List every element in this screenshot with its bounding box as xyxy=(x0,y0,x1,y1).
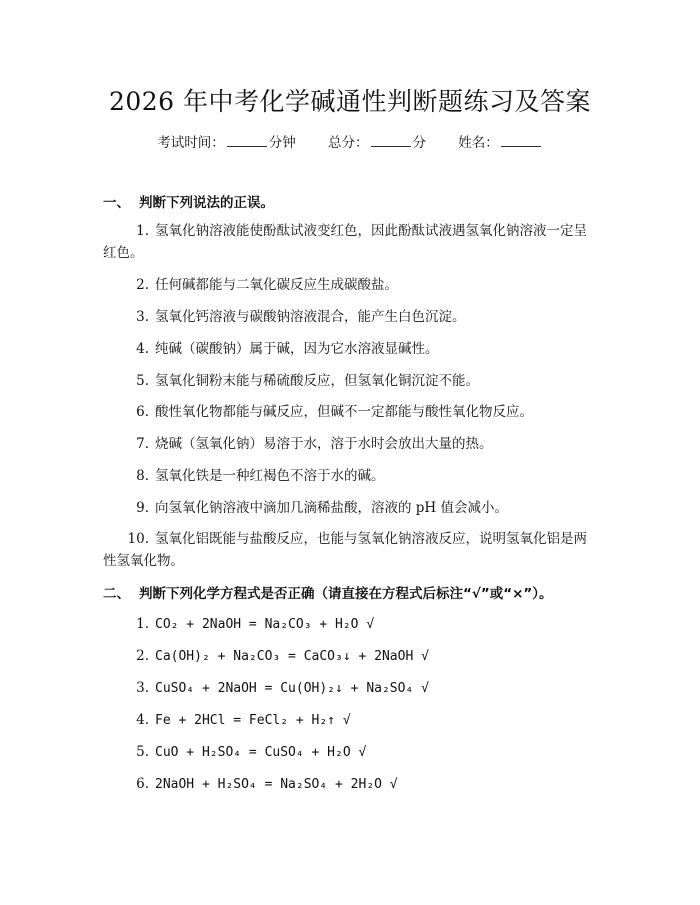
list-item: 10. 氢氧化铝既能与盐酸反应，也能与氢氧化钠溶液反应，说明氢氧化铝是两 性氢氧化物。 xyxy=(103,531,587,569)
total-score: 总分： 分 xyxy=(328,135,426,151)
equation-item: 2. Ca(OH)₂ + Na₂CO₃ = CaCO₃↓ + 2NaOH √ xyxy=(136,648,429,664)
equation-item: 6. 2NaOH + H₂SO₄ = Na₂SO₄ + 2H₂O √ xyxy=(136,776,398,792)
list-item: 9. 向氢氧化钠溶液中滴加几滴稀盐酸，溶液的 pH 值会减小。 xyxy=(136,500,508,516)
list-item: 1. 氢氧化钠溶液能使酚酞试液变红色，因此酚酞试液遇氢氧化钠溶液一定呈 红色。 xyxy=(103,223,587,261)
score-blank xyxy=(371,134,411,147)
list-item: 5. 氢氧化铜粉末能与稀硫酸反应，但氢氧化铜沉淀不能。 xyxy=(136,373,479,389)
list-item: 3. 氢氧化钙溶液与碳酸钠溶液混合，能产生白色沉淀。 xyxy=(136,309,466,325)
list-item: 2. 任何碱都能与二氧化碳反应生成碳酸盐。 xyxy=(136,277,398,293)
time-blank xyxy=(227,134,267,147)
exam-time: 考试时间： 分钟 xyxy=(157,135,296,151)
list-item: 4. 纯碱（碳酸钠）属于碱，因为它水溶液显碱性。 xyxy=(136,341,439,357)
list-item: 6. 酸性氧化物都能与碱反应，但碱不一定都能与酸性氧化物反应。 xyxy=(136,404,533,420)
list-item: 7. 烧碱（氢氧化钠）易溶于水，溶于水时会放出大量的热。 xyxy=(136,436,493,452)
list-item: 8. 氢氧化铁是一种红褐色不溶于水的碱。 xyxy=(136,468,385,484)
equation-item: 4. Fe + 2HCl = FeCl₂ + H₂↑ √ xyxy=(136,712,351,728)
section-2-heading: 二、 判断下列化学方程式是否正确（请直接在方程式后标注“√”或“×”）。 xyxy=(103,586,553,602)
equation-item: 3. CuSO₄ + 2NaOH = Cu(OH)₂↓ + Na₂SO₄ √ xyxy=(136,680,429,696)
section-1-heading: 一、 判断下列说法的正误。 xyxy=(103,195,274,211)
name-blank xyxy=(501,134,541,147)
equation-item: 1. CO₂ + 2NaOH = Na₂CO₃ + H₂O √ xyxy=(136,616,375,632)
exam-meta xyxy=(0,131,700,151)
student-name: 姓名： xyxy=(458,131,543,151)
page-title: 2026 年中考化学碱通性判断题练习及答案 xyxy=(108,87,592,116)
equation-item: 5. CuO + H₂SO₄ = CuSO₄ + H₂O √ xyxy=(136,744,367,760)
